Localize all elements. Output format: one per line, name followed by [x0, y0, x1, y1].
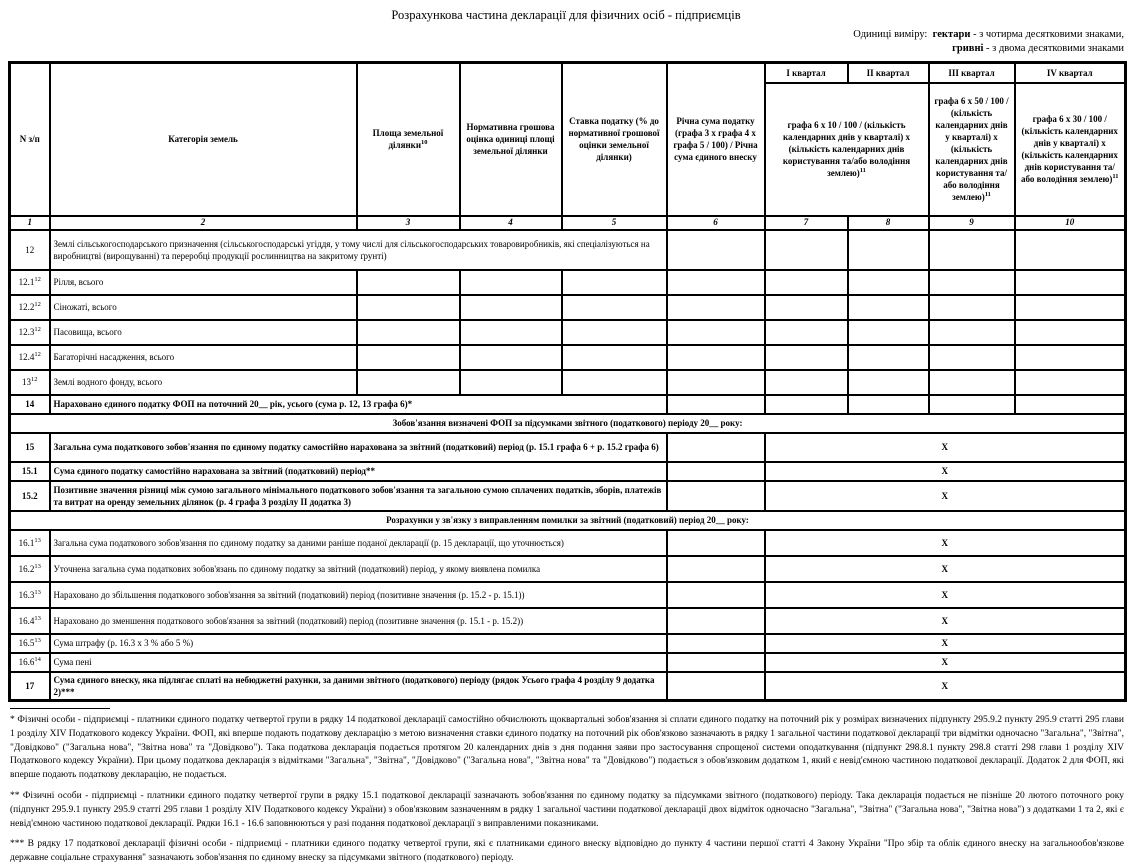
units-line-2: [8, 42, 1124, 56]
value-cell-r12-1-c6[interactable]: [667, 270, 765, 295]
value-cell-r12-4-c8[interactable]: [848, 345, 929, 370]
row-label: Сума пені: [50, 653, 667, 672]
col-header-tax-rate: Ставка податку (% до нормативної грошової оцінки земельної ділянки): [562, 63, 667, 216]
column-number-2: 2: [50, 216, 357, 230]
x-marker: X: [765, 530, 1126, 556]
value-cell-r12-4-c7[interactable]: [765, 345, 848, 370]
row-label: Нараховано єдиного податку ФОП на поточний 20__ рік, усього (сума р. 12, 13 графа 6)*: [50, 395, 667, 414]
value-cell-r13-c5[interactable]: [562, 370, 667, 395]
footnote-ref-13: 13: [34, 536, 41, 544]
table-row-15-1: [10, 462, 1126, 481]
x-marker: X: [765, 634, 1126, 653]
footnote-separator-line: [10, 708, 110, 709]
value-cell-r12-2-c3[interactable]: [357, 295, 460, 320]
value-cell-r12-2-c9[interactable]: [929, 295, 1015, 320]
units-hryvnia: гривні: [952, 43, 984, 54]
col-header-quarter-1: I квартал: [765, 63, 848, 83]
footnote-ref-12: 12: [34, 276, 41, 283]
units-hryvnia-desc: - з двома десятковими знаками: [983, 43, 1124, 54]
value-cell-r16-5-c6[interactable]: [667, 634, 765, 653]
table-row-17: [10, 672, 1126, 701]
table-row-16-4: [10, 608, 1126, 634]
value-cell-r12-3-c7[interactable]: [765, 320, 848, 345]
col-header-area: [357, 63, 460, 216]
formula-q4-text: графа 6 х 30 / 100 / (кількість календарних днів у кварталі) х (кількість календарних днів користування та/або володіння землею): [1021, 114, 1118, 184]
row-number: 15.2: [10, 481, 50, 511]
x-marker: X: [765, 582, 1126, 608]
column-number-3: 3: [357, 216, 460, 230]
calculation-table: [8, 61, 1127, 702]
formula-quarter-3: [929, 83, 1015, 216]
footnote-ref-12: 12: [34, 351, 41, 358]
formula-quarter-4: [1015, 83, 1126, 216]
value-cell-r13-c7[interactable]: [765, 370, 848, 395]
col-header-quarter-3: III квартал: [929, 63, 1015, 83]
footnote-ref-12: 12: [34, 301, 41, 308]
units-line-1: [8, 28, 1124, 42]
value-cell-r16-3-c6[interactable]: [667, 582, 765, 608]
value-cell-r13-c8[interactable]: [848, 370, 929, 395]
value-cell-r12-4-c5[interactable]: [562, 345, 667, 370]
footnote-ref-11: 11: [984, 191, 991, 198]
row-number: 12.4$^{12}$: [10, 345, 50, 370]
x-marker: X: [765, 608, 1126, 634]
column-number-10: 10: [1015, 216, 1126, 230]
table-row-16-5: [10, 634, 1126, 653]
footnote-ref-12: 12: [34, 326, 41, 333]
footnote-ref-13: 13: [34, 588, 41, 596]
header-row-quarters: [10, 63, 1126, 83]
value-cell-r13-c4[interactable]: [460, 370, 562, 395]
value-cell-r12-2-c10[interactable]: [1015, 295, 1126, 320]
formula-q12-text: графа 6 х 10 / 100 / (кількість календарних днів у кварталі) х (кількість календарних днів користування та/або володіння землею): [782, 120, 911, 178]
row-number: 16.6$^{14}$: [10, 653, 50, 672]
row-label: Сіножаті, всього: [50, 295, 357, 320]
units-hectares: гектари: [932, 29, 971, 40]
x-marker: X: [765, 462, 1126, 481]
column-number-9: 9: [929, 216, 1015, 230]
value-cell-r16-1-c6[interactable]: [667, 530, 765, 556]
table-row-15: [10, 433, 1126, 462]
measurement-units-note: [8, 28, 1124, 56]
table-row-15-2: [10, 481, 1126, 511]
footnote-ref-14: 14: [34, 656, 41, 663]
table-row-12-1: [10, 270, 1126, 295]
formula-quarters-1-2: [765, 83, 929, 216]
section-row-obligations: [10, 414, 1126, 433]
row-number: 12: [10, 230, 50, 270]
column-number-8: 8: [848, 216, 929, 230]
footnotes-section: [8, 708, 1124, 866]
row-label: Рілля, всього: [50, 270, 357, 295]
row-label: Нараховано до зменшення податкового зобов'язання за звітний (податковий) період (позитивне значення (р. 15.1 - р. 15.2)): [50, 608, 667, 634]
row-number: 16.2$^{13}$: [10, 556, 50, 582]
footnote-ref-13: 13: [34, 614, 41, 622]
table-row-12-3: [10, 320, 1126, 345]
footnote-ref-13: 13: [34, 562, 41, 570]
value-cell-r15-1-c6[interactable]: [667, 462, 765, 481]
row-label: Сума штрафу (р. 16.3 х 3 % або 5 %): [50, 634, 667, 653]
value-cell-r13-c3[interactable]: [357, 370, 460, 395]
row-label: Землі водного фонду, всього: [50, 370, 357, 395]
value-cell-r13-c10[interactable]: [1015, 370, 1126, 395]
footnote-ref-13: 13: [34, 637, 41, 644]
x-marker: X: [765, 653, 1126, 672]
row-label: Землі сільськогосподарського призначення (сільськогосподарські угіддя, у тому числі для сільськогосподарських товаровиробників, які спеціалізуються на виробництві (вирощуванні) та переробці продукції рослинництва на закритому ґрунті): [50, 230, 667, 270]
column-number-7: 7: [765, 216, 848, 230]
value-cell-r12-3-c5[interactable]: [562, 320, 667, 345]
units-hectares-desc: - з чотирма десятковими знаками,: [970, 29, 1124, 40]
column-number-1: 1: [10, 216, 50, 230]
row-number: 16.1$^{13}$: [10, 530, 50, 556]
row-label: Сума єдиного внеску, яка підлягає сплаті на небюджетні рахунки, за даними звітного (податкового) періоду (рядок Усього графа 4 розділу 9 додатка 2)***: [50, 672, 667, 701]
value-cell-r12-2-c8[interactable]: [848, 295, 929, 320]
col-header-annual-tax: Річна сума податку (графа 3 х графа 4 х графа 5 / 100) / Річна сума єдиного внеску: [667, 63, 765, 216]
value-cell-r12-4-c4[interactable]: [460, 345, 562, 370]
row-number: 12.2$^{12}$: [10, 295, 50, 320]
footnote-asterisk-3: *** В рядку 17 податкової декларації фізичні особи - підприємці - платники єдиного податку четвертої групи, які є платниками єдиного внеску відповідно до пункту 4 частини першої статті 4 Закону України "Про збір та облік єдиного внеску на загальнообов'язкове державне соціальне страхування" зазначають зобов'язання по єдиному внеску за підсумками звітного (податкового) періоду.: [10, 839, 1124, 864]
value-cell-r16-6-c6[interactable]: [667, 653, 765, 672]
footnote-ref-12: 12: [31, 376, 38, 383]
formula-q3-text: графа 6 х 50 / 100 / (кількість календарних днів у кварталі) х (кількість календарних днів користування та/або володіння землею): [934, 96, 1009, 202]
table-row-12-4: [10, 345, 1126, 370]
row-number: 14: [10, 395, 50, 414]
table-row-16-3: [10, 582, 1126, 608]
row-label: Уточнена загальна сума податкових зобов'язань по єдиному податку за звітний (податковий) період, у якому виявлена помилка: [50, 556, 667, 582]
value-cell-r12-c10[interactable]: [1015, 230, 1126, 270]
value-cell-r12-3-c8[interactable]: [848, 320, 929, 345]
section-header: Розрахунки у зв'язку з виправленням помилки за звітний (податковий) період 20__ року:: [10, 511, 1126, 530]
page-title: Розрахункова частина декларації для фізичних осіб - підприємців: [391, 8, 741, 22]
value-cell-r12-c6[interactable]: [667, 230, 765, 270]
table-row-12: [10, 230, 1126, 270]
x-marker: X: [765, 433, 1126, 462]
value-cell-r12-1-c10[interactable]: [1015, 270, 1126, 295]
value-cell-r13-c6[interactable]: [667, 370, 765, 395]
footnote-ref-10: 10: [421, 139, 428, 147]
value-cell-r16-2-c6[interactable]: [667, 556, 765, 582]
value-cell-r14-c8[interactable]: [848, 395, 929, 414]
value-cell-r15-2-c6[interactable]: [667, 481, 765, 511]
section-row-corrections: [10, 511, 1126, 530]
value-cell-r12-c7[interactable]: [765, 230, 848, 270]
table-row-16-1: [10, 530, 1126, 556]
row-label: Пасовища, всього: [50, 320, 357, 345]
footnote-ref-11: 11: [1112, 173, 1119, 180]
col-header-area-text: Площа земельної ділянки: [372, 128, 444, 151]
value-cell-r12-4-c6[interactable]: [667, 345, 765, 370]
table-row-13: [10, 370, 1126, 395]
value-cell-r12-1-c7[interactable]: [765, 270, 848, 295]
value-cell-r12-4-c10[interactable]: [1015, 345, 1126, 370]
value-cell-r12-4-c9[interactable]: [929, 345, 1015, 370]
value-cell-r12-4-c3[interactable]: [357, 345, 460, 370]
table-row-14: [10, 395, 1126, 414]
row-number: 16.3$^{13}$: [10, 582, 50, 608]
col-header-normative-valuation: Нормативна грошова оцінка одиниці площі земельної ділянки: [460, 63, 562, 216]
row-number: 15.1: [10, 462, 50, 481]
value-cell-r12-2-c7[interactable]: [765, 295, 848, 320]
x-marker: X: [765, 556, 1126, 582]
value-cell-r12-1-c5[interactable]: [562, 270, 667, 295]
row-label: Загальна сума податкового зобов'язання по єдиному податку самостійно нарахована за звітний (податковий) період (р. 15.1 графа 6 + р. 15.2 графа 6): [50, 433, 667, 462]
value-cell-r14-c10[interactable]: [1015, 395, 1126, 414]
row-label: Загальна сума податкового зобов'язання по єдиному податку за даними раніше поданої декларації (р. 15 декларації, що уточнюється): [50, 530, 667, 556]
column-number-row: [10, 216, 1126, 230]
section-header: Зобов'язання визначені ФОП за підсумками звітного (податкового) періоду 20__ року:: [10, 414, 1126, 433]
row-label: Позитивне значення різниці між сумою загального мінімального податкового зобов'язання та загальною сумою сплачених податків, зборів, платежів та витрат на оренду земельних ділянок (р. 4 графа 3 розділу II додатка 3): [50, 481, 667, 511]
value-cell-r12-c8[interactable]: [848, 230, 929, 270]
value-cell-r12-c9[interactable]: [929, 230, 1015, 270]
value-cell-r14-c9[interactable]: [929, 395, 1015, 414]
value-cell-r14-c6[interactable]: [667, 395, 765, 414]
table-row-16-6: [10, 653, 1126, 672]
row-number: 16.4$^{13}$: [10, 608, 50, 634]
value-cell-r12-1-c3[interactable]: [357, 270, 460, 295]
row-label: Нараховано до збільшення податкового зобов'язання за звітний (податковий) період (позитивне значення (р. 15.2 - р. 15.1)): [50, 582, 667, 608]
value-cell-r17-c6[interactable]: [667, 672, 765, 701]
col-header-land-category: Категорія земель: [50, 63, 357, 216]
footnote-ref-11: 11: [859, 167, 866, 174]
row-number: 16.5$^{13}$: [10, 634, 50, 653]
value-cell-r12-3-c6[interactable]: [667, 320, 765, 345]
footnote-asterisk-1: * Фізичні особи - підприємці - платники єдиного податку четвертої групи в рядку 14 податкової декларації самостійно обчислюють щоквартальні зобов'язання зі сплати єдиного податку на поточний рік у розмірах визначених підпункту 295.9.2 пункту 295.9 статті 295 глави 1 розділу XIV Податкового кодексу України. ФОП, які вперше подають податкову декларацію з метою визначення ставки єдиного податку на поточний рік обов'язково зазначають в рядку 1 загальної частини податкової декларації три відмітки одночасно "Загальна", "Звітна", "Довідково" ("Загальна нова", "Звітна нова" та "Довідково"). Така податкова декларація подається протягом 20 календарних днів з дня подання заяви про застосування спрощеної системи оподаткування (підпункт 298.8.1 пункту 298.8 статті 298 глави 1 розділу XIV Податкового кодексу України). При цьому податкова декларація з відмітками "Загальна", "Звітна", "Довідково" ("Загальна нова", "Звітна нова" та "Довідково") подається з обов'язковим додатком 1, який є невід'ємною частиною податкової декларації. Додаток 2 для ФОП, які вперше подають податкову декларацію, не подається.: [10, 715, 1124, 781]
row-number: $13^{12}$: [10, 370, 50, 395]
value-cell-r12-1-c4[interactable]: [460, 270, 562, 295]
value-cell-r12-3-c9[interactable]: [929, 320, 1015, 345]
table-row-16-2: [10, 556, 1126, 582]
row-number: 12.1$^{12}$: [10, 270, 50, 295]
row-number: 15: [10, 433, 50, 462]
value-cell-r16-4-c6[interactable]: [667, 608, 765, 634]
table-row-12-2: [10, 295, 1126, 320]
value-cell-r12-1-c9[interactable]: [929, 270, 1015, 295]
column-number-4: 4: [460, 216, 562, 230]
value-cell-r12-3-c4[interactable]: [460, 320, 562, 345]
column-number-5: 5: [562, 216, 667, 230]
col-header-row-number: N з/п: [10, 63, 50, 216]
col-header-quarter-2: II квартал: [848, 63, 929, 83]
x-marker: X: [765, 481, 1126, 511]
col-header-quarter-4: IV квартал: [1015, 63, 1126, 83]
units-prefix: Одиниці виміру:: [853, 29, 928, 40]
row-number: 12.3$^{12}$: [10, 320, 50, 345]
row-label: Сума єдиного податку самостійно нарахована за звітний (податковий) період**: [50, 462, 667, 481]
column-number-6: 6: [667, 216, 765, 230]
value-cell-r12-3-c3[interactable]: [357, 320, 460, 345]
value-cell-r12-2-c4[interactable]: [460, 295, 562, 320]
value-cell-r12-3-c10[interactable]: [1015, 320, 1126, 345]
value-cell-r14-c7[interactable]: [765, 395, 848, 414]
x-marker: X: [765, 672, 1126, 701]
row-number: 17: [10, 672, 50, 701]
footnote-asterisk-2: ** Фізичні особи - підприємці - платники єдиного податку четвертої групи в рядку 15.1 податкової декларації зазначають зобов'язання по єдиному податку за підсумками звітного (податкового) періоду. Така декларація подається не пізніше 20 лютого поточного року (підпункт 295.9.1 пункту 295.9 статті 295 глави 1 розділу XIV Податкового кодексу України) з обов'язковим зазначенням в рядку 1 загальної частини податкової декларації двох відміток одночасно "Загальна", "Звітна" ("Загальна нова", "Звітна нова") з додатками 1 та 2, які є невід'ємною частиною податкової декларації. Рядки 16.1 - 16.6 заповнюються у разі подання податкової декларації з виправленими показниками.: [10, 790, 1124, 829]
row-label: Багаторічні насадження, всього: [50, 345, 357, 370]
value-cell-r15-c6[interactable]: [667, 433, 765, 462]
value-cell-r12-1-c8[interactable]: [848, 270, 929, 295]
value-cell-r12-2-c6[interactable]: [667, 295, 765, 320]
value-cell-r13-c9[interactable]: [929, 370, 1015, 395]
value-cell-r12-2-c5[interactable]: [562, 295, 667, 320]
